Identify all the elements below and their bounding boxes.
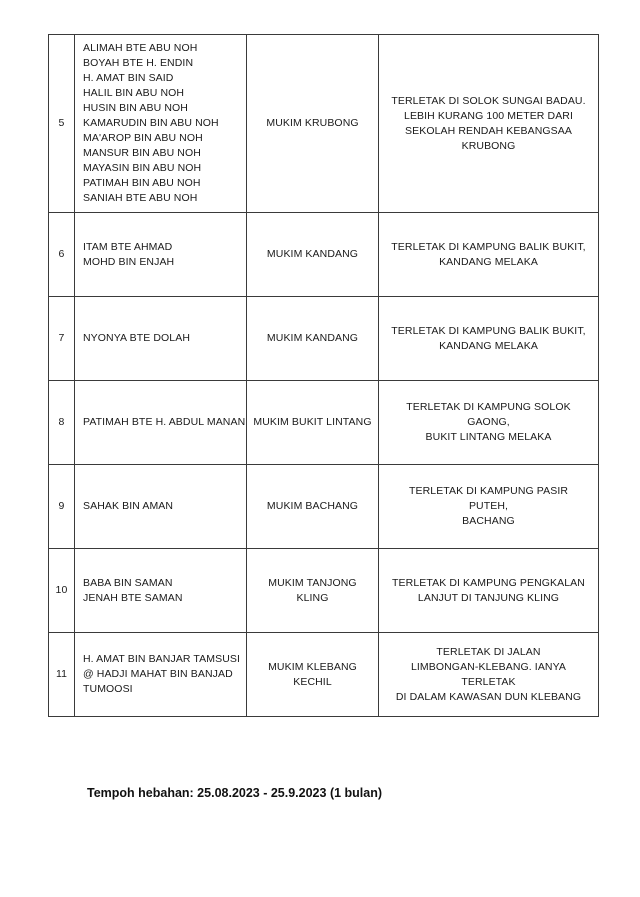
mukim-cell [247, 465, 379, 549]
location-cell [379, 381, 599, 465]
location-text: TERLETAK DI JALAN LIMBONGAN-KLEBANG. IANYA TERLETAK DI DALAM KAWASAN DUN KLEBANG [395, 645, 582, 703]
table-row [49, 465, 599, 549]
names-text: SAHAK BIN AMAN [83, 500, 174, 512]
mukim-cell [247, 381, 379, 465]
deceased-names [75, 213, 247, 297]
deceased-names [75, 465, 247, 549]
table-row [49, 213, 599, 297]
notice-period: Tempoh hebahan: 25.08.2023 - 25.9.2023 (1 bulan) [87, 786, 383, 800]
names-text: PATIMAH BTE H. ABDUL MANAN [83, 416, 246, 428]
deceased-names [75, 633, 247, 717]
mukim-text: MUKIM TANJONG KLING [268, 576, 357, 604]
row-number: 6 [49, 213, 75, 297]
mukim-text: MUKIM BUKIT LINTANG [253, 416, 372, 428]
location-text: TERLETAK DI KAMPUNG PENGKALAN LANJUT DI TANJUNG KLING [392, 576, 585, 604]
names-text: ITAM BTE AHMAD MOHD BIN ENJAH [83, 240, 175, 268]
deceased-names [75, 549, 247, 633]
names-text: BABA BIN SAMAN JENAH BTE SAMAN [83, 576, 183, 604]
mukim-cell [247, 549, 379, 633]
row-number: 10 [49, 549, 75, 633]
table-row [49, 633, 599, 717]
location-cell [379, 297, 599, 381]
location-cell [379, 549, 599, 633]
deceased-names [75, 381, 247, 465]
location-cell [379, 465, 599, 549]
location-text: TERLETAK DI SOLOK SUNGAI BADAU. LEBIH KURANG 100 METER DARI SEKOLAH RENDAH KEBANGSAA KRUBONG [391, 94, 586, 152]
grave-listing-table [48, 34, 599, 717]
location-text: TERLETAK DI KAMPUNG BALIK BUKIT, KANDANG MELAKA [391, 324, 586, 352]
names-text: H. AMAT BIN BANJAR TAMSUSI @ HADJI MAHAT BIN BANJAD TUMOOSI [83, 653, 241, 695]
row-number: 9 [49, 465, 75, 549]
location-cell [379, 213, 599, 297]
mukim-text: MUKIM KLEBANG KECHIL [268, 660, 357, 688]
location-text: TERLETAK DI KAMPUNG SOLOK GAONG, BUKIT LINTANG MELAKA [406, 401, 571, 443]
mukim-cell [247, 213, 379, 297]
deceased-names [75, 35, 247, 213]
names-text: ALIMAH BTE ABU NOH BOYAH BTE H. ENDIN H. AMAT BIN SAID HALIL BIN ABU NOH HUSIN BIN ABU NOH KAMARUDIN BIN ABU NOH MA'AROP BIN ABU NOH MANSUR BIN ABU NOH MAYASIN BIN ABU NOH PATIMAH BIN ABU NOH SANIAH BTE ABU NOH [83, 42, 219, 204]
location-text: TERLETAK DI KAMPUNG BALIK BUKIT, KANDANG MELAKA [391, 240, 586, 268]
table-row [49, 35, 599, 213]
mukim-text: MUKIM KANDANG [266, 332, 359, 344]
mukim-cell [247, 633, 379, 717]
row-number: 8 [49, 381, 75, 465]
mukim-cell [247, 35, 379, 213]
mukim-text: MUKIM KRUBONG [266, 117, 359, 129]
mukim-text: MUKIM KANDANG [266, 248, 359, 260]
mukim-text: MUKIM BACHANG [266, 500, 359, 512]
deceased-names [75, 297, 247, 381]
table-row [49, 549, 599, 633]
location-cell [379, 633, 599, 717]
mukim-cell [247, 297, 379, 381]
location-cell [379, 35, 599, 213]
table-row [49, 297, 599, 381]
row-number: 11 [49, 633, 75, 717]
location-text: TERLETAK DI KAMPUNG PASIR PUTEH, BACHANG [408, 485, 569, 527]
row-number: 7 [49, 297, 75, 381]
table-row [49, 381, 599, 465]
row-number: 5 [49, 35, 75, 213]
names-text: NYONYA BTE DOLAH [83, 332, 191, 344]
